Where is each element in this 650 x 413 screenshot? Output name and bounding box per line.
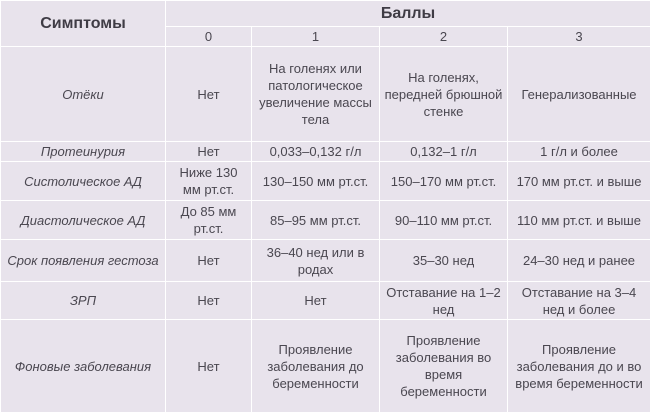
table-row-diastolic — [1, 201, 650, 240]
score-cell: 24–30 нед и ранее — [508, 240, 650, 282]
score-cell: 0,132–1 г/л — [380, 142, 508, 162]
table-row-proteinuria — [1, 142, 650, 162]
symptom-cell: Отёки — [1, 47, 166, 142]
score-cell: Проявление заболевания во время беременности — [380, 320, 508, 413]
table-row-systolic — [1, 162, 650, 201]
score-column-3: 3 — [508, 27, 650, 47]
score-cell: До 85 мм рт.ст. — [166, 201, 252, 240]
score-cell: На голенях или патологическое увеличение массы тела — [252, 47, 380, 142]
table-row-fgr — [1, 282, 650, 320]
score-cell: 90–110 мм рт.ст. — [380, 201, 508, 240]
score-cell: Проявление заболевания до беременности — [252, 320, 380, 413]
score-cell: Отставание на 3–4 нед и более — [508, 282, 650, 320]
score-cell: 36–40 нед или в родах — [252, 240, 380, 282]
score-cell: 130–150 мм рт.ст. — [252, 162, 380, 201]
score-cell: 0,033–0,132 г/л — [252, 142, 380, 162]
table-row-onset — [1, 240, 650, 282]
score-cell: 1 г/л и более — [508, 142, 650, 162]
score-cell: Нет — [166, 320, 252, 413]
symptom-cell: ЗРП — [1, 282, 166, 320]
header-points: Баллы — [166, 1, 650, 27]
score-column-1: 1 — [252, 27, 380, 47]
score-column-0: 0 — [166, 27, 252, 47]
score-cell: Нет — [166, 240, 252, 282]
score-cell: Отставание на 1–2 нед — [380, 282, 508, 320]
symptom-cell: Протеинурия — [1, 142, 166, 162]
symptom-cell: Диастолическое АД — [1, 201, 166, 240]
score-cell: Генерализованные — [508, 47, 650, 142]
score-column-2: 2 — [380, 27, 508, 47]
score-cell: Нет — [252, 282, 380, 320]
header-symptoms: Симптомы — [1, 1, 166, 47]
score-cell: 110 мм рт.ст. и выше — [508, 201, 650, 240]
score-cell: Нет — [166, 142, 252, 162]
score-cell: 170 мм рт.ст. и выше — [508, 162, 650, 201]
symptom-cell: Срок появления гестоза — [1, 240, 166, 282]
score-cell: 35–30 нед — [380, 240, 508, 282]
score-cell: Проявление заболевания до и во время беременности — [508, 320, 650, 413]
symptom-cell: Систолическое АД — [1, 162, 166, 201]
score-cell: Нет — [166, 47, 252, 142]
score-cell: На голенях, передней брюшной стенке — [380, 47, 508, 142]
score-cell: 85–95 мм рт.ст. — [252, 201, 380, 240]
score-cell: Ниже 130 мм рт.ст. — [166, 162, 252, 201]
score-cell: Нет — [166, 282, 252, 320]
table-row-background — [1, 320, 650, 413]
table-row-edema — [1, 47, 650, 142]
score-cell: 150–170 мм рт.ст. — [380, 162, 508, 201]
symptom-cell: Фоновые заболевания — [1, 320, 166, 413]
